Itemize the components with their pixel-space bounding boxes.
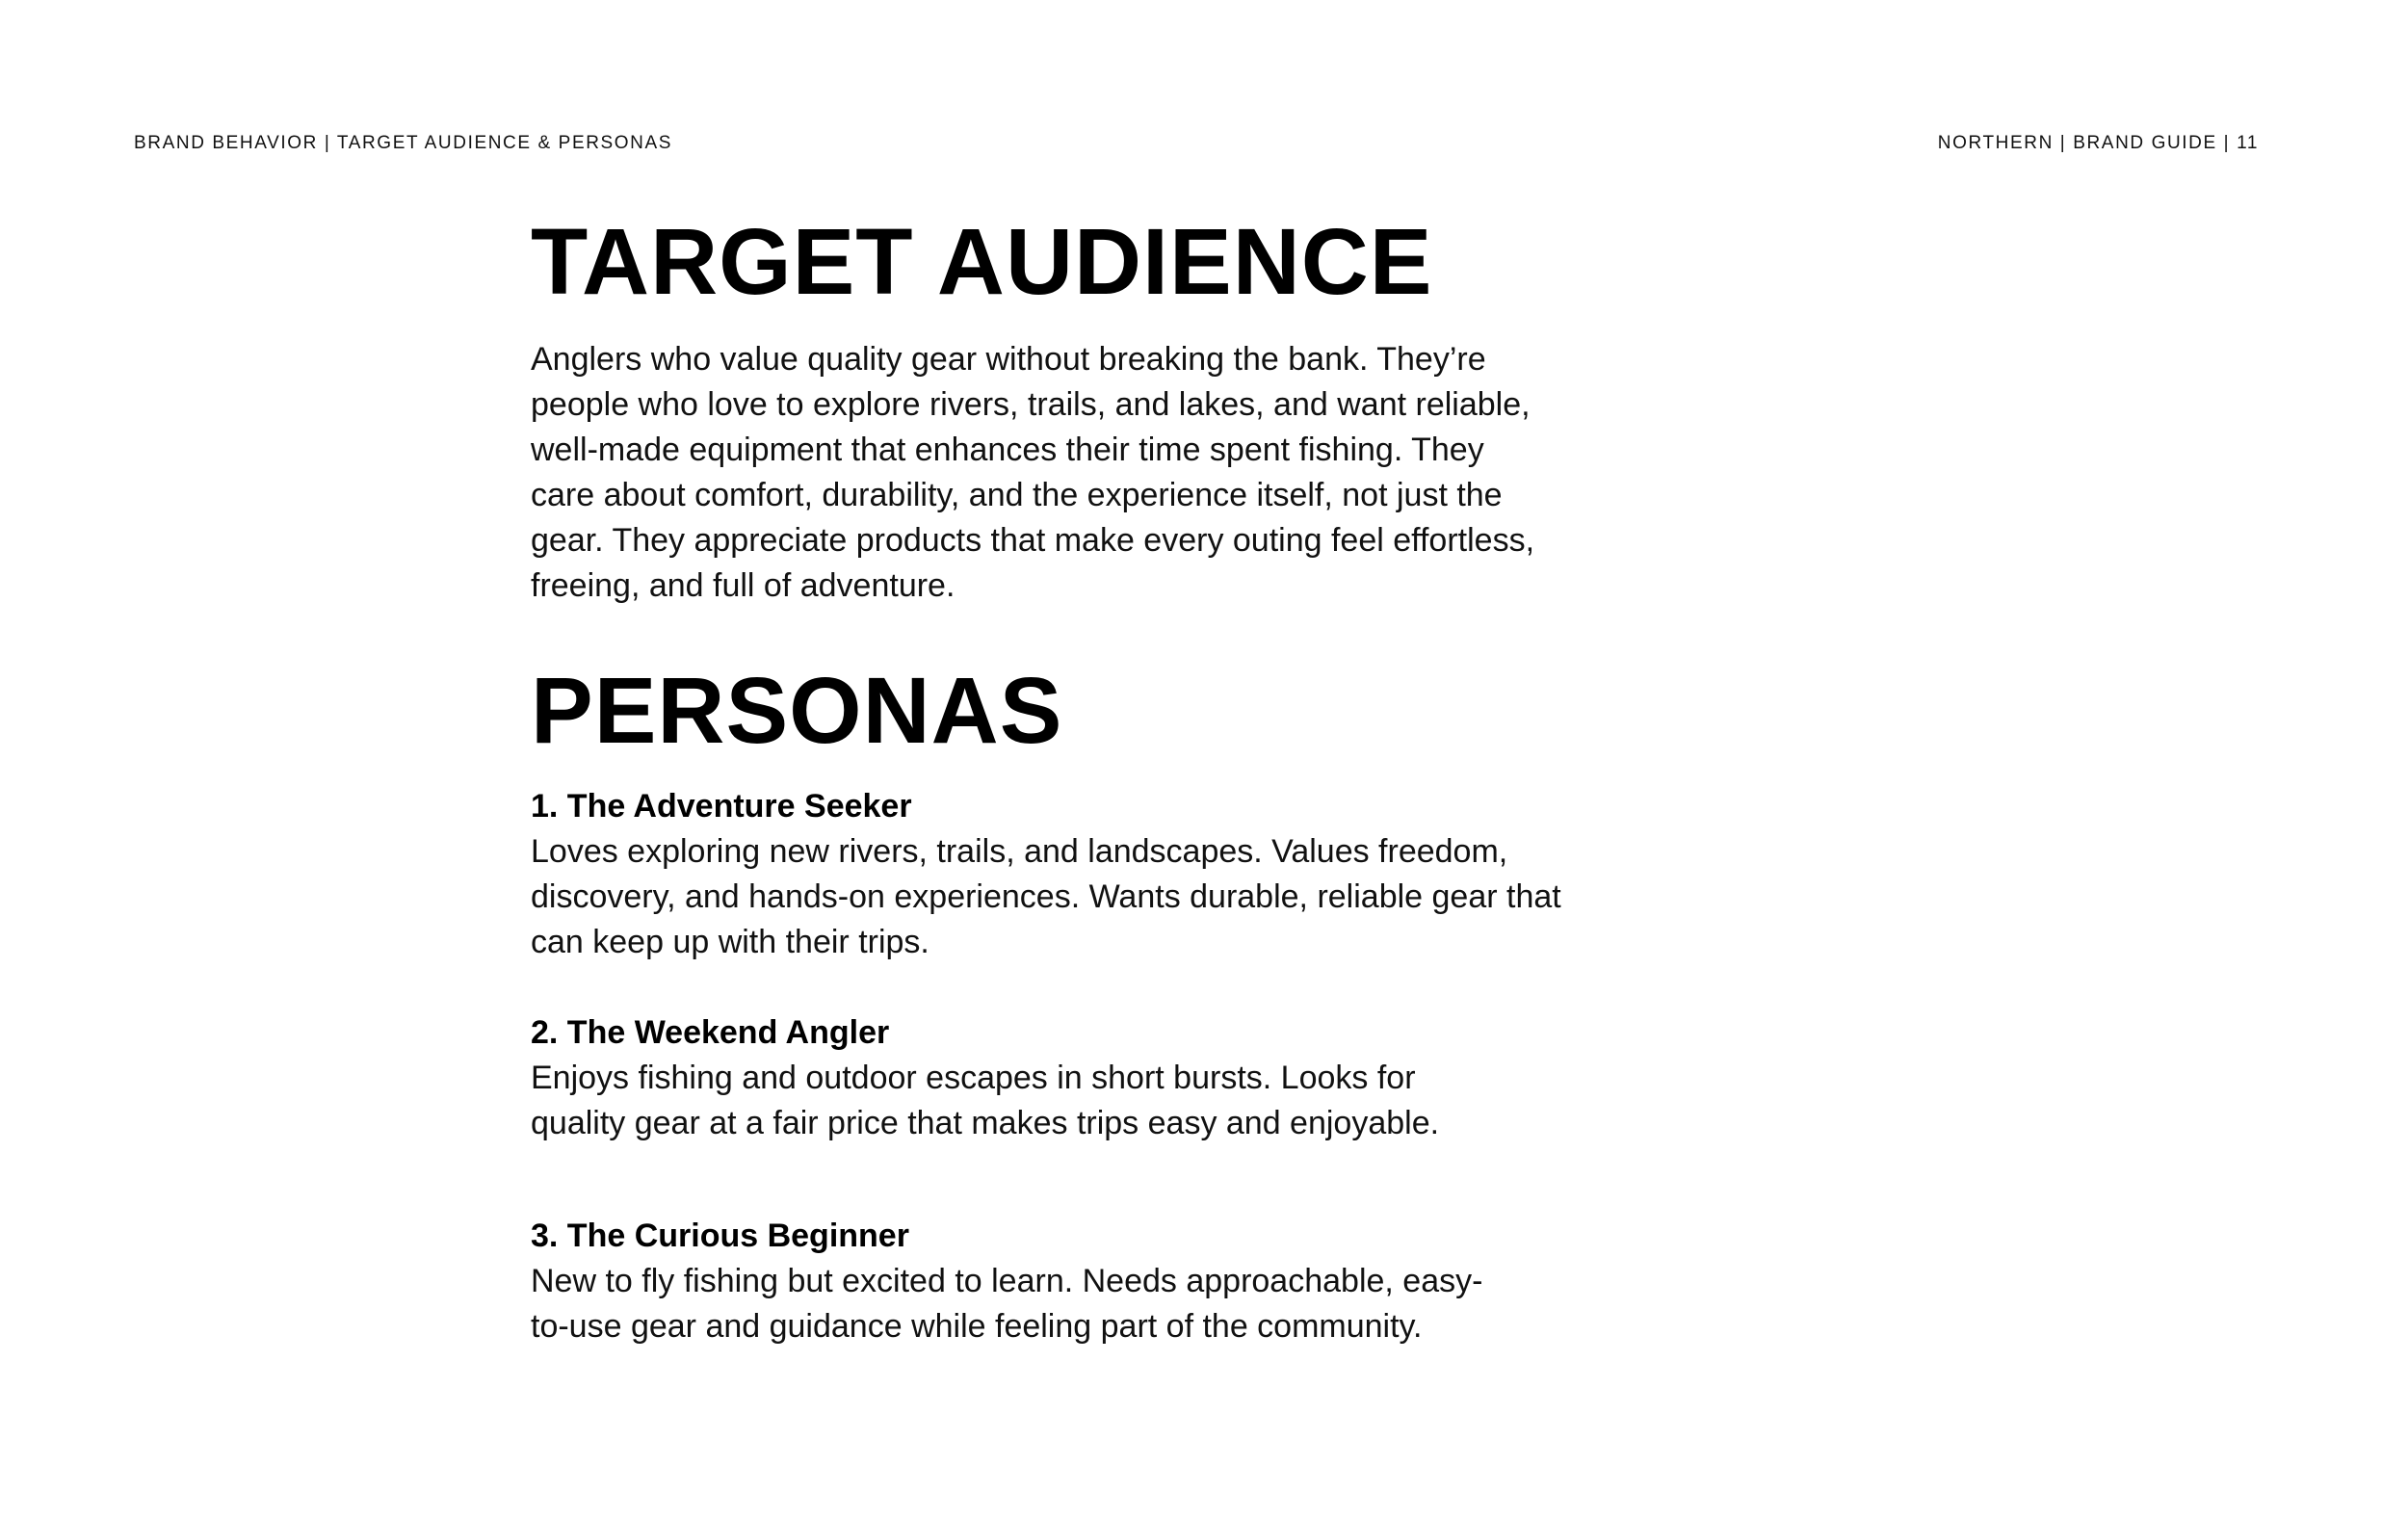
- personas-title: PERSONAS: [531, 658, 1063, 763]
- description-line: care about comfort, durability, and the experience itself, not just the: [531, 477, 1503, 513]
- description-line: discovery, and hands-on experiences. Wants durable, reliable gear that: [531, 878, 1561, 915]
- description-line: Loves exploring new rivers, trails, and landscapes. Values freedom,: [531, 833, 1508, 870]
- description-line: quality gear at a fair price that makes trips easy and enjoyable.: [531, 1105, 1440, 1141]
- section-breadcrumb: BRAND BEHAVIOR | TARGET AUDIENCE & PERSONAS: [134, 133, 673, 153]
- description-line: Enjoys fishing and outdoor escapes in short bursts. Looks for: [531, 1060, 1416, 1096]
- target-audience-title: TARGET AUDIENCE: [531, 209, 1433, 314]
- description-line: to-use gear and guidance while feeling part of the community.: [531, 1308, 1423, 1345]
- persona-curious-beginner-description: [531, 1259, 1482, 1349]
- persona-adventure-seeker-description: [531, 829, 1561, 965]
- description-line: Anglers who value quality gear without breaking the bank. They’re: [531, 341, 1486, 378]
- target-audience-description: [531, 337, 1534, 609]
- persona-weekend-angler-name: 2. The Weekend Angler: [531, 1014, 890, 1051]
- persona-adventure-seeker-name: 1. The Adventure Seeker: [531, 788, 912, 825]
- persona-weekend-angler-description: [531, 1056, 1439, 1146]
- guide-page-label: NORTHERN | BRAND GUIDE | 11: [1937, 133, 2259, 153]
- persona-curious-beginner-name: 3. The Curious Beginner: [531, 1218, 909, 1254]
- description-line: freeing, and full of adventure.: [531, 567, 955, 604]
- description-line: well-made equipment that enhances their time spent fishing. They: [531, 432, 1484, 468]
- description-line: gear. They appreciate products that make every outing feel effortless,: [531, 522, 1535, 559]
- description-line: can keep up with their trips.: [531, 924, 929, 960]
- description-line: people who love to explore rivers, trails, and lakes, and want reliable,: [531, 386, 1531, 423]
- description-line: New to fly fishing but excited to learn. Needs approachable, easy-: [531, 1263, 1483, 1299]
